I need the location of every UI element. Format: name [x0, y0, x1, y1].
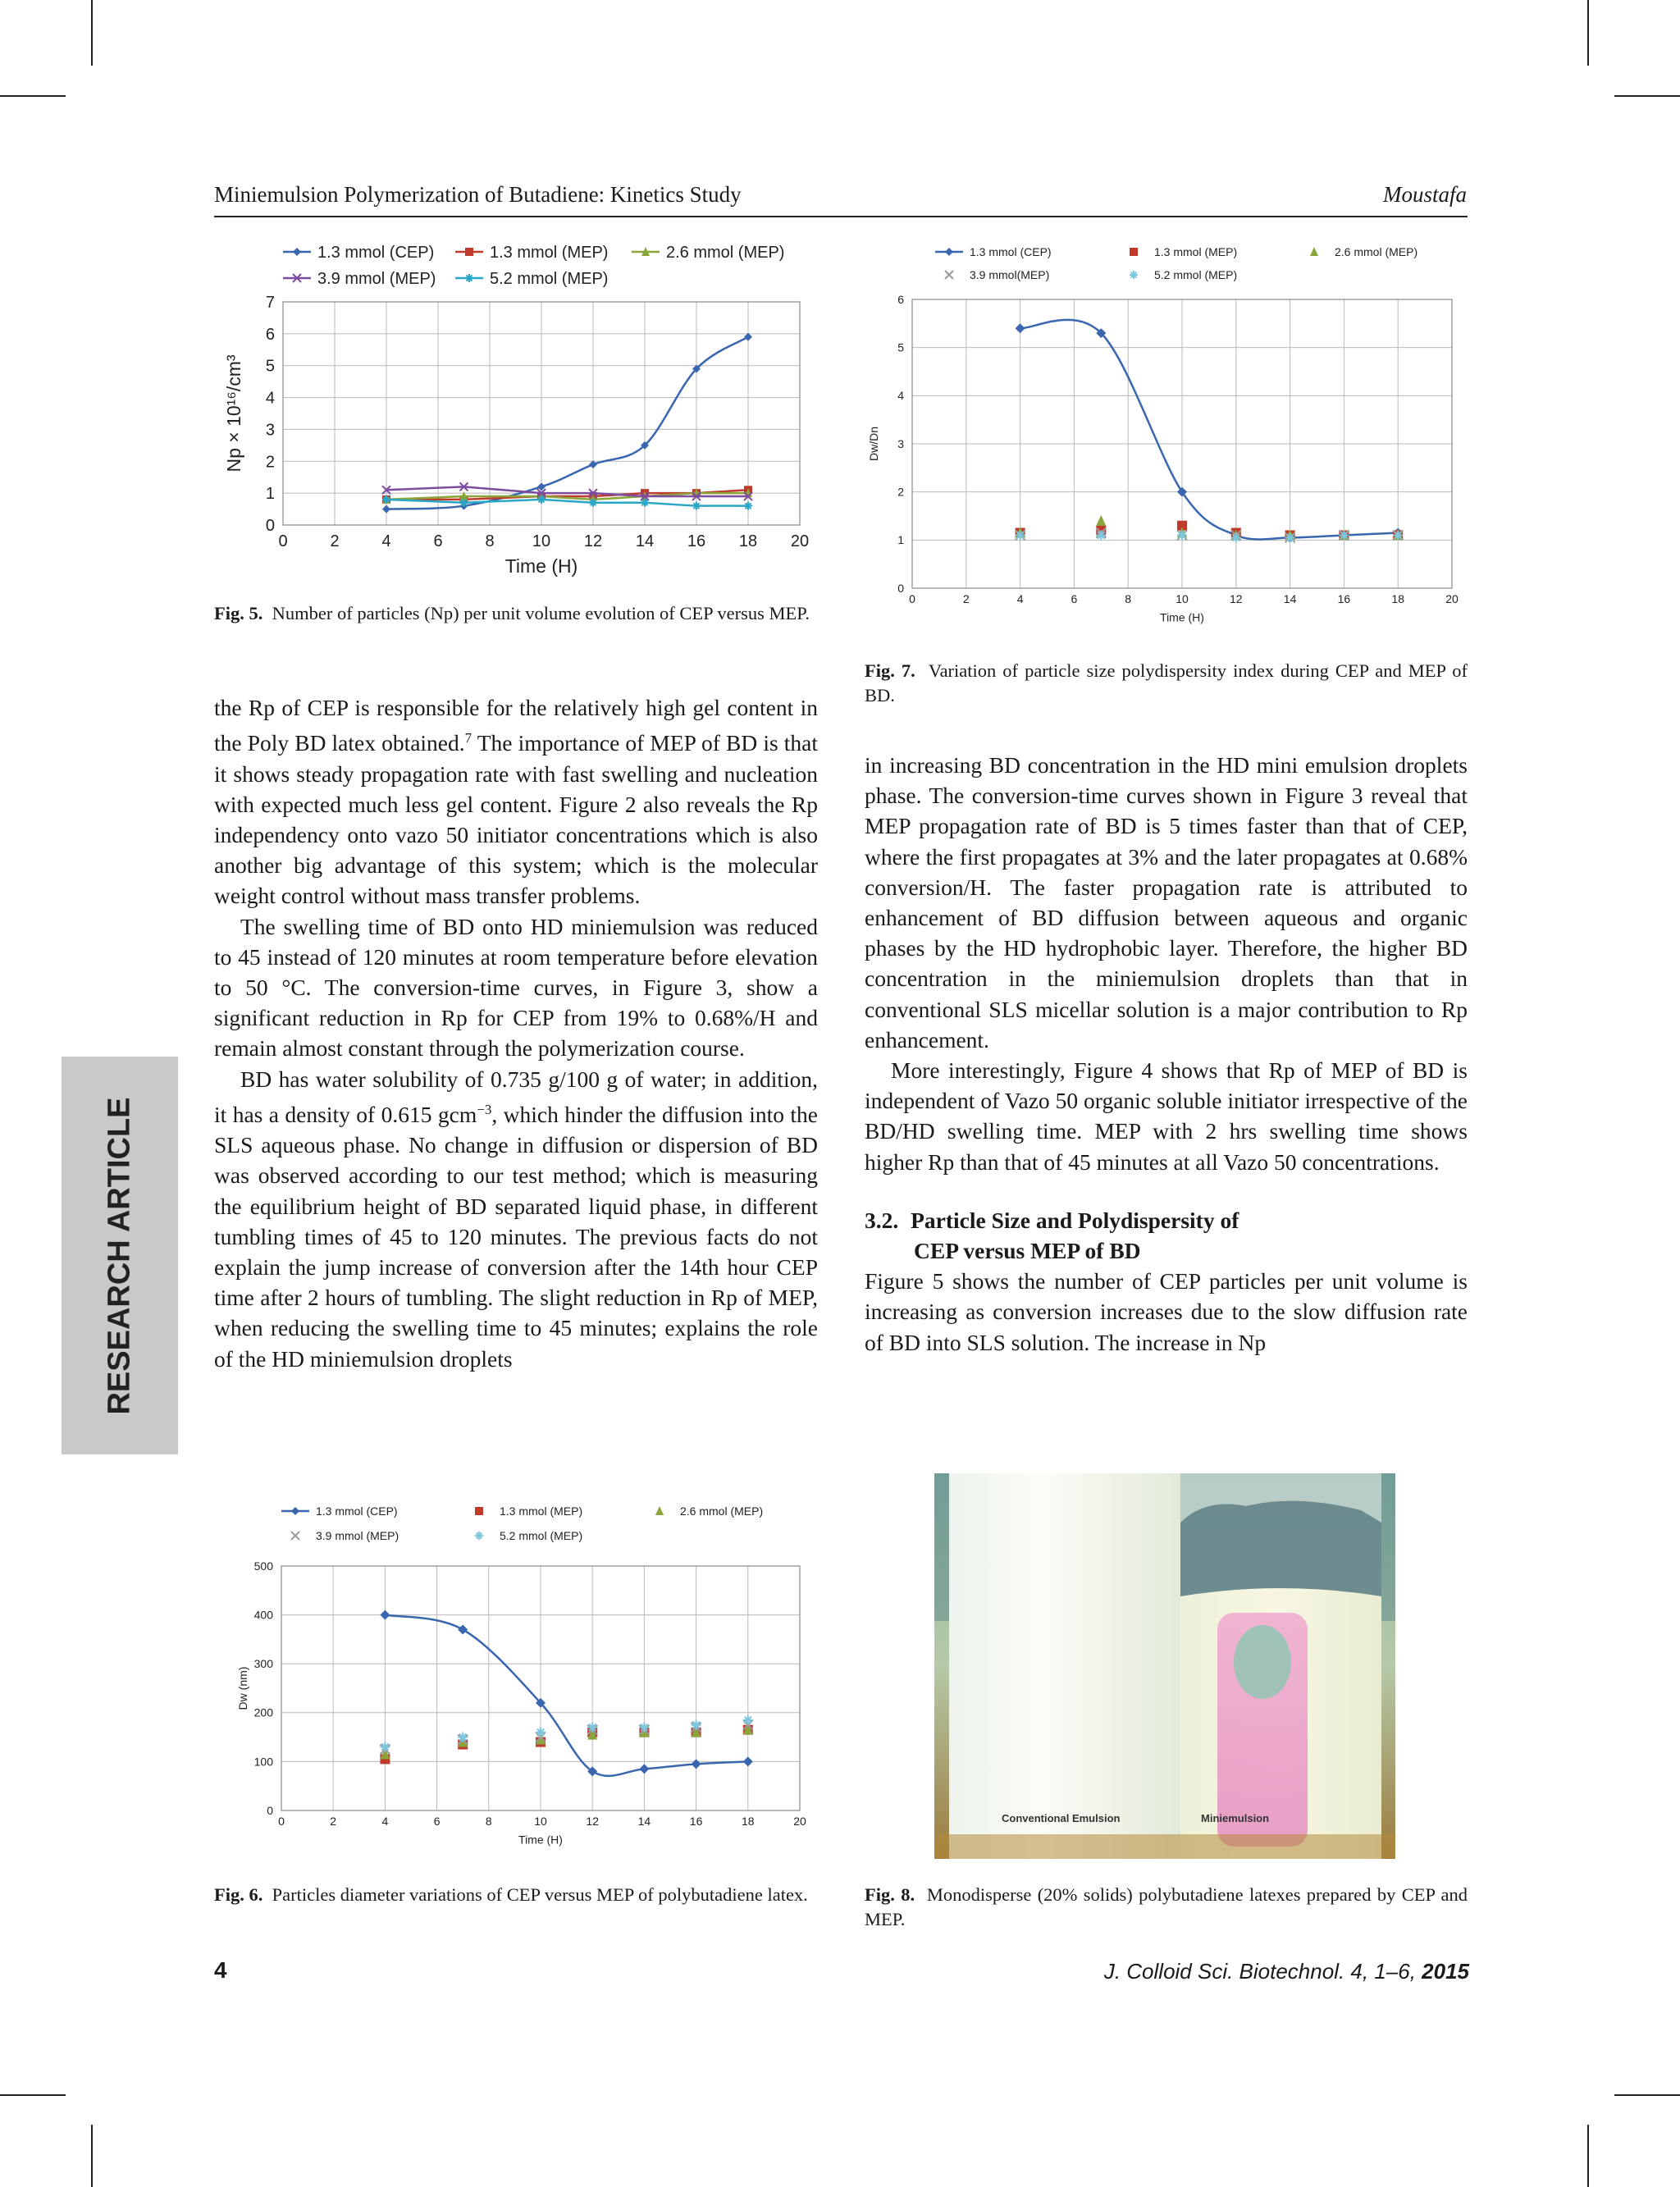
- x-tick-label: 0: [909, 592, 915, 606]
- legend-label: 5.2 mmol (MEP): [490, 270, 609, 288]
- y-tick-label: 4: [265, 389, 275, 408]
- data-point-marker: [945, 271, 953, 279]
- legend-label: 5.2 mmol (MEP): [1154, 267, 1238, 281]
- fig8-label: Fig. 8.: [865, 1884, 915, 1905]
- crop-mark: [1614, 2094, 1680, 2096]
- paragraph: [214, 1064, 818, 1374]
- y-axis-label: Dw/Dn: [867, 426, 880, 462]
- y-tick-label: 2: [897, 485, 904, 499]
- x-tick-label: 18: [742, 1815, 755, 1829]
- x-tick-label: 4: [381, 532, 391, 550]
- paragraph: [214, 692, 818, 911]
- fig5-caption: [214, 601, 818, 626]
- legend-label: 1.3 mmol (MEP): [500, 1504, 583, 1518]
- exponent: −3: [477, 1101, 492, 1117]
- chart-grid: [281, 1566, 800, 1810]
- y-tick-label: 500: [253, 1559, 273, 1573]
- series-line: [1020, 320, 1399, 540]
- y-tick-label: 1: [897, 533, 904, 547]
- y-tick-label: 4: [897, 389, 904, 403]
- x-tick-label: 4: [381, 1815, 389, 1829]
- x-tick-label: 8: [485, 532, 495, 550]
- running-title: Miniemulsion Polymerization of Butadiene: Kinetics Study: [214, 182, 742, 207]
- data-point-marker: [1130, 248, 1138, 256]
- x-tick-label: 6: [433, 532, 443, 550]
- data-point-marker: [475, 1532, 483, 1540]
- crop-mark: [1587, 2125, 1589, 2187]
- x-axis-label: Time (H): [518, 1833, 563, 1847]
- data-point-marker: [692, 502, 701, 510]
- legend-label: 1.3 mmol (CEP): [317, 244, 435, 262]
- paragraph-text: , which hinder the diffusion into the SLS aqueous phase. No change in diffusion or dispersion of BD was observed according to our test method; which is measuring the equilibrium height of BD separated liquid phase, in different tumbling times of 45 to 120 minutes. The previous facts do not explain the jump increase of conversion after the 14th hour CEP time after 2 hours of tumbling. The slight reduction in Rp of MEP, when reducing the swelling time to 45 minutes; explains the role of the HD miniemulsion droplets: [214, 1101, 819, 1372]
- legend-label: 2.6 mmol (MEP): [666, 244, 785, 262]
- x-tick-label: 20: [793, 1815, 806, 1829]
- data-point-marker: [382, 505, 390, 514]
- data-point-marker: [1016, 530, 1025, 540]
- crop-mark: [1587, 0, 1589, 66]
- legend-item: [455, 270, 608, 288]
- section-heading: [865, 1205, 1468, 1266]
- y-tick-label: 3: [265, 421, 275, 440]
- data-point-marker: [475, 1507, 483, 1515]
- fig8-photo: [934, 1473, 1395, 1859]
- data-point-marker: [1016, 323, 1025, 333]
- crop-mark: [0, 95, 66, 97]
- data-point-marker: [743, 1756, 753, 1766]
- data-series: [1016, 320, 1404, 543]
- legend-label: 5.2 mmol (MEP): [500, 1528, 583, 1542]
- y-tick-label: 0: [265, 517, 275, 535]
- paragraph-text: BD has water solubility of 0.735 g/100 g of water; in addition, it has a density of 0.615 gcm: [214, 1066, 818, 1127]
- data-point-marker: [744, 502, 752, 510]
- running-author: Moustafa: [1382, 182, 1467, 207]
- x-tick-label: 4: [1016, 592, 1024, 606]
- series-line: [385, 1615, 747, 1776]
- legend-item: [1130, 245, 1237, 258]
- y-axis-label: Np × 10¹⁶/cm³: [223, 354, 244, 473]
- data-point-marker: [589, 499, 597, 507]
- legend-label: 1.3 mmol (CEP): [970, 244, 1052, 258]
- x-axis-label: Time (H): [1160, 610, 1204, 624]
- paragraph: in increasing BD concentration in the HD mini emulsion droplets phase. The conversion-time curves shown in Figure 3 reveal that MEP propagation rate of BD is 5 times faster than that of CEP, where the first propagates at 3% and the later propagates at 0.68% conversion/H. The faster propagation rate is attributed to enhancement of BD diffusion between aqueous and organic phases by the HD hydrophobic layer. Therefore, the higher BD concentration in the miniemulsion droplets than that in conventional SLS micellar solution is a major contribution to Rp enhancement.: [865, 752, 1468, 1052]
- section-number: 3.2.: [865, 1207, 899, 1233]
- fig7-text: Variation of particle size polydispersity index during CEP and MEP of BD.: [865, 660, 1468, 705]
- data-point-marker: [692, 1759, 701, 1769]
- y-tick-label: 2: [265, 453, 275, 472]
- x-tick-label: 16: [689, 1815, 703, 1829]
- y-tick-label: 7: [265, 294, 275, 312]
- fig7-caption: [865, 659, 1468, 708]
- paragraph: Figure 5 shows the number of CEP particles per unit volume is increasing as conversion increases due to the slow diffusion rate of BD into SLS solution. The increase in Np: [865, 1268, 1468, 1355]
- data-point-marker: [537, 495, 546, 504]
- x-tick-label: 8: [1125, 592, 1132, 606]
- journal-year: 2015: [1422, 1959, 1469, 1984]
- x-tick-label: 16: [687, 532, 706, 550]
- fig6-text: Particles diameter variations of CEP versus MEP of polybutadiene latex.: [272, 1884, 808, 1905]
- data-point-marker: [380, 1742, 390, 1752]
- data-point-marker: [536, 1728, 546, 1737]
- x-tick-label: 18: [738, 532, 758, 550]
- x-tick-label: 0: [278, 1815, 285, 1829]
- chart-grid: [912, 299, 1452, 588]
- x-tick-label: 14: [635, 532, 655, 550]
- legend-item: [291, 1529, 399, 1542]
- crop-mark: [0, 2094, 66, 2096]
- x-tick-label: 12: [586, 1815, 599, 1829]
- data-point-marker: [1096, 515, 1106, 526]
- header-rule: [214, 216, 1468, 217]
- article-type-label: RESEARCH ARTICLE: [102, 1096, 137, 1415]
- x-tick-label: 6: [433, 1815, 441, 1829]
- y-tick-label: 6: [265, 325, 275, 344]
- data-point-marker: [639, 1764, 649, 1774]
- y-tick-label: 200: [253, 1705, 273, 1719]
- x-tick-label: 2: [962, 592, 970, 606]
- data-point-marker: [1096, 530, 1106, 540]
- legend-label: 3.9 mmol (MEP): [317, 270, 436, 288]
- y-tick-label: 5: [897, 340, 904, 354]
- y-axis-label: Dw (nm): [236, 1666, 249, 1710]
- data-point-marker: [945, 248, 953, 256]
- x-tick-label: 14: [1283, 592, 1297, 606]
- x-tick-label: 6: [1071, 592, 1078, 606]
- data-point-marker: [743, 1715, 753, 1725]
- x-tick-label: 20: [790, 532, 810, 550]
- y-tick-label: 3: [897, 436, 904, 450]
- x-tick-label: 12: [1230, 592, 1243, 606]
- legend-item: [935, 245, 1052, 258]
- legend-item: [281, 1504, 398, 1518]
- data-point-marker: [465, 248, 473, 256]
- x-tick-label: 12: [583, 532, 603, 550]
- y-tick-label: 6: [897, 292, 904, 306]
- conventional-emulsion-label: Conventional Emulsion: [1002, 1812, 1121, 1824]
- right-column: [865, 750, 1468, 1358]
- data-point-marker: [458, 1624, 468, 1634]
- legend-item: [283, 270, 436, 288]
- data-point-marker: [641, 499, 649, 507]
- x-tick-label: 18: [1391, 592, 1404, 606]
- left-column: [214, 692, 818, 1374]
- series-line: [386, 337, 748, 509]
- miniemulsion-label: Miniemulsion: [1201, 1812, 1270, 1824]
- y-tick-label: 5: [265, 357, 275, 376]
- fig5-label: Fig. 5.: [214, 603, 263, 623]
- y-tick-label: 100: [253, 1755, 273, 1769]
- x-tick-label: 10: [532, 532, 551, 550]
- journal-name: J. Colloid Sci. Biotechnol. 4, 1–6,: [1103, 1959, 1422, 1984]
- paragraph-text: The importance of MEP of BD is that it shows steady propagation rate with fast swelling and nucleation with expected much less gel content. Figure 2 also reveals the Rp independency onto vazo 50 initiator concentrations which is also another big advantage of this system; which is the molecular weight control without mass transfer problems.: [214, 730, 818, 909]
- legend-item: [475, 1529, 582, 1542]
- legend-label: 3.9 mmol(MEP): [970, 267, 1050, 281]
- x-tick-label: 2: [330, 1815, 337, 1829]
- fig6-label: Fig. 6.: [214, 1884, 263, 1905]
- paragraph-text: the Rp of CEP is responsible for the relatively high gel content in the Poly BD latex obtained.: [214, 695, 818, 756]
- x-tick-label: 20: [1445, 592, 1459, 606]
- legend-item: [1130, 268, 1237, 281]
- data-series: [380, 1610, 752, 1777]
- legend-item: [1310, 245, 1418, 258]
- legend-label: 3.9 mmol (MEP): [316, 1528, 399, 1542]
- x-axis-label: Time (H): [504, 555, 578, 577]
- section-title-line1: Particle Size and Polydispersity of: [911, 1207, 1239, 1233]
- crop-mark: [91, 2125, 93, 2187]
- fig7-label: Fig. 7.: [865, 660, 915, 681]
- fig5-chart: [209, 234, 833, 595]
- legend-item: [655, 1504, 763, 1518]
- data-point-marker: [1130, 271, 1138, 279]
- section-title-line2: CEP versus MEP of BD: [914, 1238, 1141, 1264]
- fig5-text: Number of particles (Np) per unit volume evolution of CEP versus MEP.: [272, 603, 810, 623]
- fig8-caption: [865, 1883, 1468, 1932]
- citation: 7: [464, 730, 472, 747]
- data-series: [1016, 530, 1404, 542]
- data-point-marker: [1310, 247, 1318, 256]
- data-point-marker: [460, 499, 468, 507]
- fig6-caption: [214, 1883, 818, 1907]
- legend-label: 1.3 mmol (CEP): [316, 1504, 398, 1518]
- legend-label: 2.6 mmol (MEP): [1335, 244, 1418, 258]
- y-tick-label: 0: [267, 1803, 273, 1817]
- legend-label: 1.3 mmol (MEP): [490, 244, 609, 262]
- crop-mark: [1614, 95, 1680, 97]
- data-point-marker: [291, 1507, 299, 1515]
- data-point-marker: [291, 1532, 299, 1540]
- legend-item: [945, 268, 1049, 281]
- y-tick-label: 400: [253, 1608, 273, 1622]
- x-tick-label: 16: [1337, 592, 1351, 606]
- data-point-marker: [380, 1610, 390, 1620]
- legend-item: [632, 244, 784, 262]
- fig7-chart: [853, 234, 1477, 644]
- x-tick-label: 8: [485, 1815, 492, 1829]
- fig6-chart: [209, 1491, 833, 1869]
- legend-item: [283, 244, 434, 262]
- data-point-marker: [655, 1506, 664, 1515]
- paragraph: The swelling time of BD onto HD miniemulsion was reduced to 45 instead of 120 minutes at room temperature before elevation to 50 °C. The conversion-time curves, in Figure 3, show a significant reduction in Rp for CEP from 19% to 0.68%/H and remain almost constant through the polymerization course.: [214, 913, 818, 1062]
- data-point-marker: [639, 1723, 649, 1733]
- data-point-marker: [1231, 532, 1241, 542]
- legend-item: [475, 1504, 582, 1518]
- journal-citation: [1104, 1959, 1469, 1984]
- article-type-tab: [62, 1057, 178, 1454]
- x-tick-label: 0: [278, 532, 288, 550]
- x-tick-label: 2: [330, 532, 340, 550]
- latex-bottles-image: [934, 1473, 1395, 1859]
- legend-label: 1.3 mmol (MEP): [1154, 244, 1238, 258]
- paragraph: More interestingly, Figure 4 shows that Rp of MEP of BD is independent of Vazo 50 organic soluble initiator irrespective of the BD/HD swelling time. MEP with 2 hrs swelling time shows higher Rp than that of 45 minutes at all Vazo 50 concentrations.: [865, 1057, 1468, 1175]
- fig8-text: Monodisperse (20% solids) polybutadiene latexes prepared by CEP and MEP.: [865, 1884, 1468, 1929]
- y-tick-label: 0: [897, 581, 904, 595]
- data-point-marker: [465, 274, 473, 282]
- x-tick-label: 10: [534, 1815, 547, 1829]
- data-point-marker: [293, 248, 301, 256]
- legend-label: 2.6 mmol (MEP): [680, 1504, 764, 1518]
- data-point-marker: [1177, 530, 1187, 540]
- legend-item: [455, 244, 608, 262]
- x-tick-label: 10: [1176, 592, 1189, 606]
- crop-mark: [91, 0, 93, 66]
- y-tick-label: 1: [265, 485, 275, 504]
- data-point-marker: [587, 1723, 597, 1733]
- x-tick-label: 14: [637, 1815, 651, 1829]
- page-number: 4: [214, 1957, 227, 1983]
- data-point-marker: [692, 1720, 701, 1730]
- y-tick-label: 300: [253, 1657, 273, 1671]
